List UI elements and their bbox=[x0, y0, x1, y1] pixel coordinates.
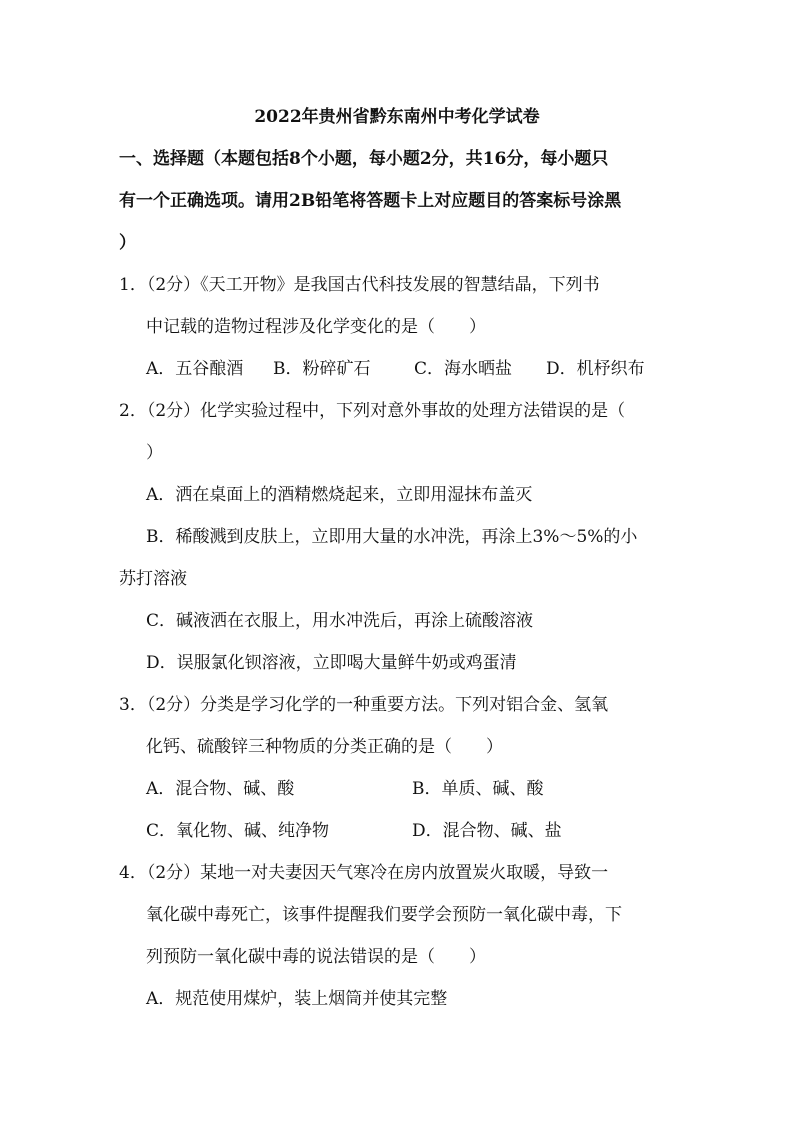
section-heading-line-3: ） bbox=[119, 233, 136, 253]
question-2-option-d: D．误服氯化钡溶液，立即喝大量鲜牛奶或鸡蛋清 bbox=[146, 653, 517, 673]
question-3-option-d: D．混合物、碱、盐 bbox=[412, 821, 562, 841]
question-3-option-c: C．氧化物、碱、纯净物 bbox=[146, 821, 330, 841]
question-3-stem-line-2: 化钙、硫酸锌三种物质的分类正确的是（ ） bbox=[146, 737, 503, 757]
question-1-option-a: A．五谷酿酒 bbox=[146, 359, 244, 379]
question-4-stem-line-1: 4．（2分）某地一对夫妻因天气寒冷在房内放置炭火取暖，导致一 bbox=[119, 863, 609, 883]
question-3-stem-line-1: 3．（2分）分类是学习化学的一种重要方法。下列对铝合金、氢氧 bbox=[119, 695, 609, 715]
question-4-stem-line-2: 氧化碳中毒死亡，该事件提醒我们要学会预防一氧化碳中毒，下 bbox=[146, 905, 622, 925]
question-1-option-c: C．海水晒盐 bbox=[414, 359, 513, 379]
question-2-option-b-continued: 苏打溶液 bbox=[119, 569, 187, 589]
question-2-option-c: C．碱液洒在衣服上，用水冲洗后，再涂上硫酸溶液 bbox=[146, 611, 534, 631]
question-2-stem-line-1: 2．（2分）化学实验过程中，下列对意外事故的处理方法错误的是（ bbox=[119, 401, 626, 421]
question-3-option-a: A．混合物、碱、酸 bbox=[146, 779, 295, 799]
question-1-option-d: D．机杼织布 bbox=[546, 359, 645, 379]
question-1-option-b: B．粉碎矿石 bbox=[273, 359, 371, 379]
question-3-option-b: B．单质、碱、酸 bbox=[412, 779, 544, 799]
question-2-option-a: A．洒在桌面上的酒精燃烧起来，立即用湿抹布盖灭 bbox=[146, 485, 533, 505]
section-heading-line-2: 有一个正确选项。请用2B铅笔将答题卡上对应题目的答案标号涂黑 bbox=[119, 191, 622, 211]
question-1-stem-line-2: 中记载的造物过程涉及化学变化的是（ ） bbox=[146, 317, 486, 337]
section-heading-line-1: 一、选择题（本题包括8个小题，每小题2分，共16分，每小题只 bbox=[119, 149, 609, 169]
question-2-stem-line-2: ） bbox=[146, 443, 163, 463]
question-1-stem-line-1: 1．（2分）《天工开物》是我国古代科技发展的智慧结晶，下列书 bbox=[119, 275, 600, 295]
exam-title: 2022年贵州省黔东南州中考化学试卷 bbox=[254, 107, 540, 127]
question-4-stem-line-3: 列预防一氧化碳中毒的说法错误的是（ ） bbox=[146, 947, 486, 967]
question-2-option-b: B．稀酸溅到皮肤上，立即用大量的水冲洗，再涂上3%～5%的小 bbox=[146, 527, 638, 547]
question-4-option-a: A．规范使用煤炉，装上烟筒并使其完整 bbox=[146, 989, 448, 1009]
